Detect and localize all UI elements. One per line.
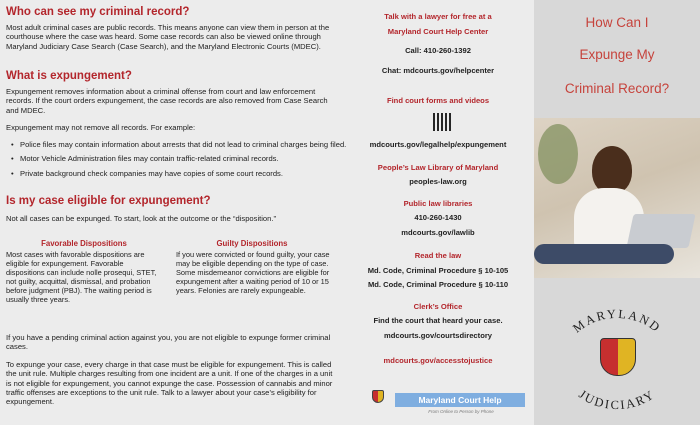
read-law-heading: Read the law [414, 251, 462, 260]
paragraph-disposition: Not all cases can be expunged. To start, look at the outcome or the “disposition.” [6, 214, 277, 223]
bullet-list [6, 140, 350, 183]
public-libraries-phone: 410-260-1430 [414, 213, 462, 222]
person-hair-shape [592, 146, 632, 194]
left-panel [0, 0, 347, 425]
access-justice-link[interactable]: mdcourts.gov/accesstojustice [383, 356, 493, 365]
favorable-body: Most cases with favorable dispositions are eligible for expungement. Favorable dispositions can include nolle prosequi, STET, not guilty, acquittal, dismissal, and probation before judgment (PBJ). The waiting period is usually three years. [6, 250, 157, 304]
seal-shield-icon [600, 338, 636, 376]
seal-text-top: MARYLAND [570, 306, 664, 336]
cover-title-line-1: How Can I [585, 15, 649, 30]
cover-panel [534, 0, 700, 425]
heading-what-is-expungement: What is expungement? [6, 70, 132, 82]
laptop-icon [626, 214, 695, 248]
judiciary-seal [546, 305, 688, 415]
cover-title-line-2: Expunge My [579, 47, 655, 62]
heading-eligible: Is my case eligible for expungement? [6, 195, 211, 207]
plant-shape [538, 124, 578, 184]
read-law-110: Md. Code, Criminal Procedure § 10-110 [367, 280, 509, 289]
peoples-heading: People’s Law Library of Maryland [377, 163, 499, 172]
read-law-105: Md. Code, Criminal Procedure § 10-105 [367, 266, 509, 275]
person-legs-shape [534, 244, 674, 264]
seal-text-bottom: JUDICIARY [576, 387, 658, 413]
paragraph-public-records: Most adult criminal cases are public records. This means anyone can view them in person at the courthouse where the case was heard. Some case records can also be viewed online through Maryland Judiciary Case Search (Case Search), and the Maryland Electronic Courts (MDEC). [6, 23, 330, 51]
clerk-body: Find the court that heard your case. [373, 316, 503, 325]
qr-code-icon [433, 113, 451, 131]
public-libraries-heading: Public law libraries [403, 199, 473, 208]
heading-who-can-see: Who can see my criminal record? [6, 6, 190, 18]
peoples-link[interactable]: peoples-law.org [409, 177, 467, 186]
mini-seal-icon [367, 384, 389, 418]
paragraph-expungement-def: Expungement removes information about a criminal offense from court and law enforcement records. If the court orders expungement, the case records are also removed from Case Search and MDEC. [6, 87, 328, 115]
cover-photo [534, 118, 700, 278]
paragraph-unit-rule: To expunge your case, every charge in that case must be eligible for expungement. This is called the unit rule. Multiple charges resulting from one incident are a unit. If one of the charges in a unit is not eligible for expungement, you cannot expunge the case. Possession of cannabis and minor traffic offenses are exceptions to the unit rule. Talk to a lawyer about your case’s eligibility for expungement. [6, 360, 333, 407]
talk-line-2: Maryland Court Help Center [387, 27, 489, 36]
favorable-heading: Favorable Dispositions [41, 239, 127, 248]
court-help-tagline: From Online to Person by Phone [428, 409, 494, 414]
bullet-background: • Private background check companies may have copies of some court records. [20, 169, 350, 178]
court-help-logo: Maryland Court Help [395, 393, 525, 407]
bullet-mva: • Motor Vehicle Administration files may contain traffic-related criminal records. [20, 154, 350, 163]
talk-line-1: Talk with a lawyer for free at a [384, 12, 492, 21]
forms-link[interactable]: mdcourts.gov/legalhelp/expungement [369, 140, 507, 149]
paragraph-pending: If you have a pending criminal action against you, you are not eligible to expunge former criminal cases. [6, 333, 331, 352]
clerk-heading: Clerk’s Office [413, 302, 463, 311]
forms-heading: Find court forms and videos [386, 96, 490, 105]
clerk-link[interactable]: mdcourts.gov/courtsdirectory [383, 331, 493, 340]
guilty-heading: Guilty Dispositions [216, 239, 288, 248]
chat-line: Chat: mdcourts.gov/helpcenter [381, 66, 495, 75]
bullet-police: • Police files may contain information about arrests that did not lead to criminal charges being filed. [20, 140, 350, 149]
middle-panel [342, 0, 534, 425]
public-libraries-link[interactable]: mdcourts.gov/lawlib [401, 228, 475, 237]
call-line: Call: 410-260-1392 [405, 46, 471, 55]
guilty-body: If you were convicted or found guilty, your case may be eligible depending on the type of case. Some misdemeanor convictions are eligible for expungement after a waiting period of 10 or 15 years. Felonies are rarely expungeable. [176, 250, 330, 295]
paragraph-not-all-records: Expungement may not remove all records. For example: [6, 123, 196, 132]
cover-title-line-3: Criminal Record? [564, 81, 670, 96]
